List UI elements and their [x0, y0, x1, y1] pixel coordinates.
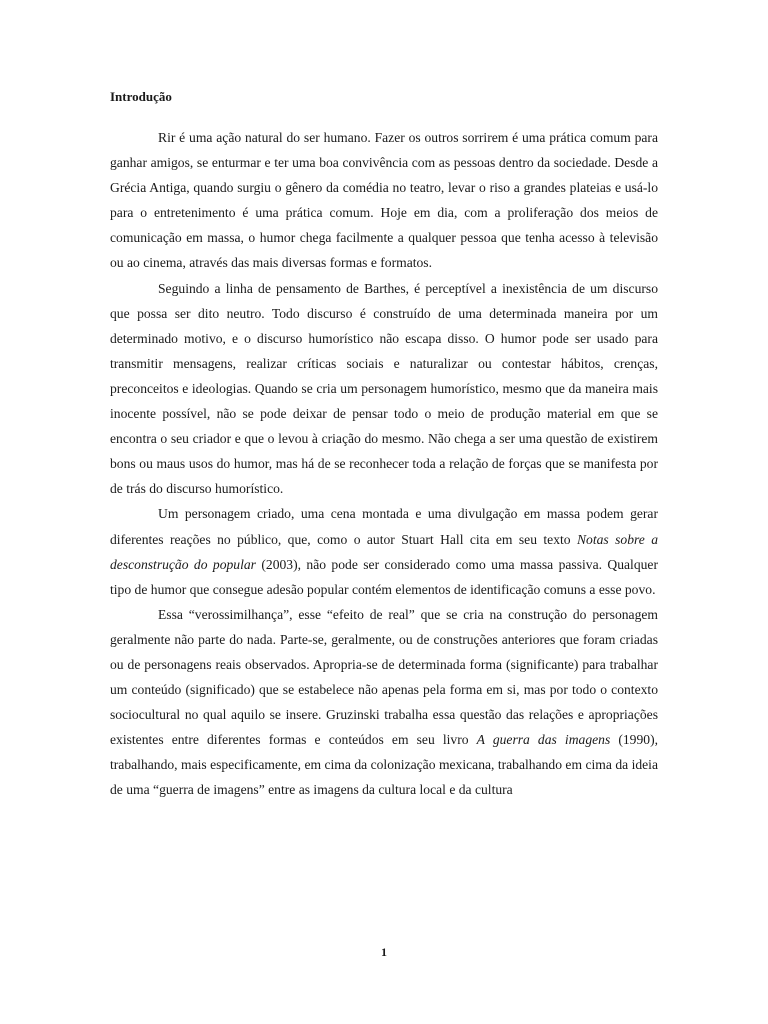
- paragraph-3: [110, 501, 658, 601]
- book-title-italic: Notas sobre a desconstrução do popular: [110, 531, 658, 572]
- paragraph-2: [110, 276, 658, 502]
- paragraph-3-text-b: (2003), não pode ser considerado como uma massa passiva. Qualquer tipo de humor que consegue adesão popular contém elementos de identificação comuns a esse povo.: [110, 556, 658, 597]
- paragraph-4-text-a: Essa “verossimilhança”, esse “efeito de real” que se cria na construção do personagem geralmente não parte do nada. Parte-se, geralmente, ou de construções anteriores que foram criadas ou de personagens reais observados. Apropria-se de determinada forma (significante) para trabalhar um conteúdo (significado) que se estabelece não apenas pela forma em si, mas por todo o contexto sociocultural no qual aquilo se insere. Gruzinski trabalha essa questão das relações e apropriações existentes entre diferentes formas e conteúdos em seu livro: [110, 606, 658, 748]
- section-heading: Introdução: [110, 89, 172, 104]
- paragraph-2-text: Seguindo a linha de pensamento de Barthes, é perceptível a inexistência de um discurso que possa ser dito neutro. Todo discurso é construído de uma determinada maneira por um determinado motivo, e o discurso humorístico não escapa disso. O humor pode ser usado para transmitir mensagens, realizar críticas sociais e naturalizar ou contestar hábitos, crenças, preconceitos e ideologias. Quando se cria um personagem humorístico, mesmo que da maneira mais inocente possível, não se pode deixar de pensar todo o meio de produção material em que se encontra o seu criador e que o levou à criação do mesmo. Não chega a ser uma questão de existirem bons ou maus usos do humor, mas há de se reconhecer toda a relação de forças que se manifesta por de trás do discurso humorístico.: [110, 280, 658, 497]
- paragraph-1-text: Rir é uma ação natural do ser humano. Fazer os outros sorrirem é uma prática comum para ganhar amigos, se enturmar e ter uma boa convivência com as pessoas dentro da sociedade. Desde a Grécia Antiga, quando surgiu o gênero da comédia no teatro, levar o riso a grandes plateias e usá-lo para o entretenimento é uma prática comum. Hoje em dia, com a proliferação dos meios de comunicação em massa, o humor chega facilmente a qualquer pessoa que tenha acesso à televisão ou ao cinema, através das mais diversas formas e formatos.: [110, 130, 658, 271]
- paragraph-4: [110, 602, 658, 803]
- paragraph-4-text-b: (1990), trabalhando, mais especificamente, em cima da colonização mexicana, trabalhando em cima da ideia de uma “guerra de imagens” entre as imagens da cultura local e da cultura: [110, 732, 658, 798]
- document-page: [110, 84, 658, 803]
- paragraph-3-text-a: Um personagem criado, uma cena montada e uma divulgação em massa podem gerar diferentes reações no público, que, como o autor Stuart Hall cita em seu texto: [110, 506, 658, 547]
- paragraph-1: [110, 125, 658, 276]
- page-number: 1: [381, 945, 387, 959]
- book-title-italic: A guerra das imagens: [476, 732, 611, 748]
